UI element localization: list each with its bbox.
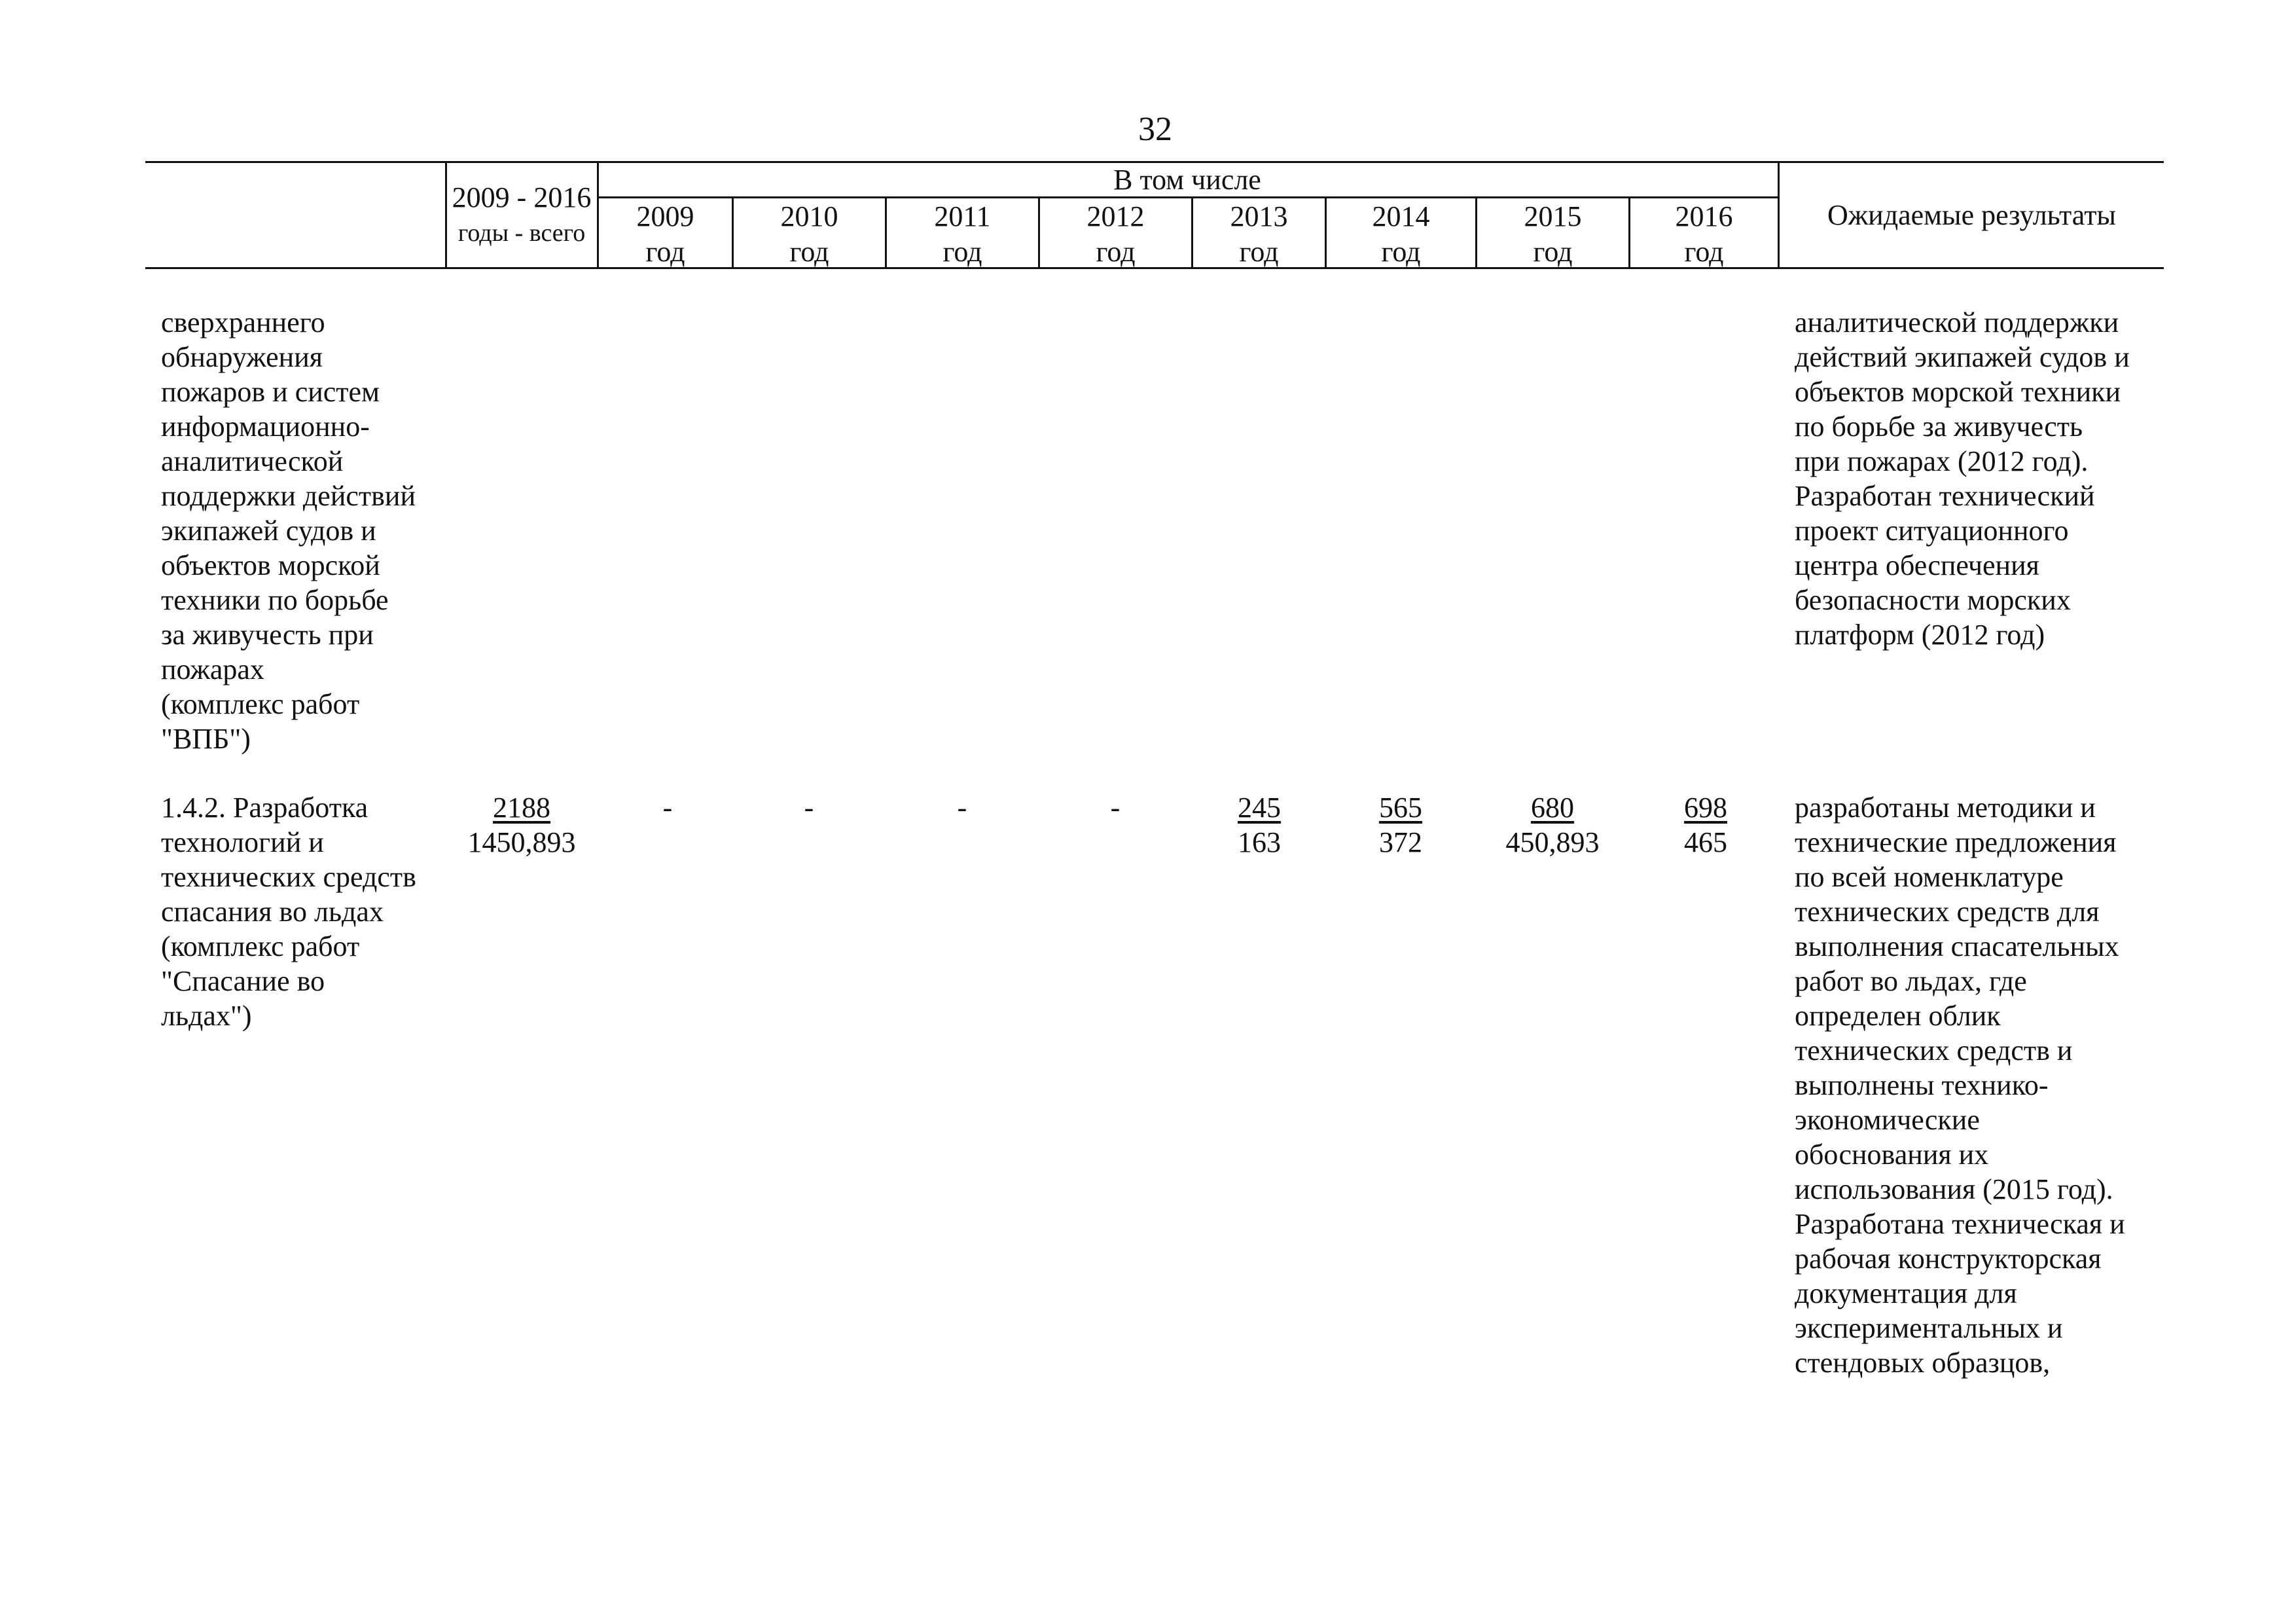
- row2-2014: 565 372: [1379, 792, 1422, 858]
- header-year-2012: 2012 год: [1086, 200, 1145, 268]
- row2-2010-dash: -: [804, 792, 814, 824]
- row2-name: 1.4.2. Разработка технологий и технических средств спасания во льдах (комплекс работ "Спасание во льдах"): [161, 792, 416, 1032]
- header-year-2010: 2010 год: [780, 200, 838, 268]
- row2-result: разработаны методики и технические предложения по всей номенклатуре технических средств для выполнения спасательных работ во льдах, где определен облик технических средств и выполнены технико- экономические обоснования их использования (2015 год). Разработана техническая и рабочая конструкторская документация для экспериментальных и стендовых образцов,: [1795, 792, 2125, 1379]
- row2-2013: 245 163: [1238, 792, 1281, 858]
- header-total-all: годы - всего: [457, 219, 586, 247]
- header-year-2014: 2014 год: [1372, 200, 1430, 268]
- row2-2012-dash: -: [1110, 792, 1121, 824]
- row1-result: аналитической поддержки действий экипажей судов и объектов морской техники по борьбе за живучесть при пожарах (2012 год). Разработан технический проект ситуационного центра обеспечения безопасности морских платформ (2012 год): [1795, 306, 2130, 651]
- header-total-years: 2009 - 2016: [452, 181, 592, 213]
- header-year-2009: 2009 год: [636, 200, 694, 268]
- header-total-label: [446, 180, 597, 251]
- header-year-2013: 2013 год: [1230, 200, 1288, 268]
- row2-2016: 698 465: [1684, 792, 1727, 858]
- row2-total: 2188 1450,893: [467, 792, 576, 858]
- header-year-2011: 2011 год: [934, 200, 991, 268]
- row2-2011-dash: -: [957, 792, 967, 824]
- header-year-2016: 2016 год: [1675, 200, 1733, 268]
- row1-name: сверхраннего обнаружения пожаров и систем информационно- аналитической поддержки действий экипажей судов и объектов морской техники по борьбе за живучесть при пожарах (комплекс работ "ВПБ"): [161, 306, 416, 755]
- row2-2015: 680 450,893: [1505, 792, 1600, 858]
- header-including: В том числе: [1113, 164, 1261, 196]
- page-number: 32: [1138, 111, 1172, 148]
- row2-2009-dash: -: [662, 792, 673, 824]
- header-year-2015: 2015 год: [1524, 200, 1582, 268]
- header-expected-results: Ожидаемые результаты: [1827, 199, 2116, 231]
